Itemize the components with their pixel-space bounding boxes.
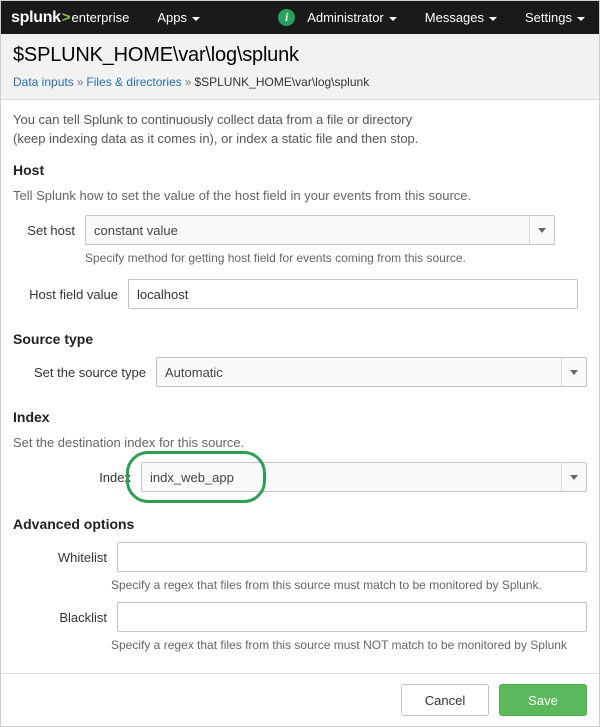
logo-chevron-icon: >: [61, 8, 71, 26]
set-host-hint: Specify method for getting host field for events coming from this source.: [85, 251, 466, 265]
nav-administrator-menu[interactable]: [264, 1, 411, 34]
host-field-value-row: [13, 279, 587, 309]
whitelist-input[interactable]: [117, 542, 587, 572]
nav-apps-label: Apps: [157, 10, 187, 25]
section-title-host: Host: [13, 162, 45, 178]
host-description: Tell Splunk how to set the value of the host field in your events from this source.: [13, 188, 472, 203]
chevron-down-icon: [389, 17, 397, 21]
source-type-value: Automatic: [165, 364, 223, 380]
blacklist-hint: Specify a regex that files from this source must NOT match to be monitored by Splunk: [111, 638, 567, 652]
breadcrumb-separator: »: [184, 75, 192, 89]
cancel-button[interactable]: Cancel: [401, 684, 489, 716]
whitelist-hint: Specify a regex that files from this source must match to be monitored by Splunk.: [111, 578, 542, 592]
top-navigation-bar: [1, 1, 599, 34]
section-title-index: Index: [13, 409, 50, 425]
breadcrumb-link-data-inputs[interactable]: Data inputs: [13, 75, 74, 89]
set-host-row: [13, 215, 587, 245]
index-description: Set the destination index for this source.: [13, 435, 245, 450]
top-nav-right-items: [264, 1, 599, 34]
index-value: indx_web_app: [150, 469, 234, 485]
section-title-source-type: Source type: [13, 331, 94, 347]
splunk-logo[interactable]: [1, 9, 143, 27]
host-field-value-input[interactable]: [128, 279, 578, 309]
section-title-advanced-options: Advanced options: [13, 516, 135, 532]
nav-messages-label: Messages: [424, 10, 485, 25]
intro-text: [13, 110, 587, 148]
host-field-value-text: localhost: [137, 286, 189, 302]
nav-administrator-label: Administrator: [307, 10, 384, 25]
chevron-down-icon: [489, 17, 497, 21]
index-select[interactable]: [141, 462, 587, 492]
whitelist-row: [13, 542, 587, 572]
nav-messages-menu[interactable]: [411, 1, 511, 34]
set-host-select[interactable]: [85, 215, 555, 245]
page-title: $SPLUNK_HOME\var\log\splunk: [13, 44, 299, 66]
chevron-down-icon[interactable]: [529, 216, 554, 244]
source-type-label: Set the source type: [33, 364, 146, 380]
top-nav-items: [143, 1, 214, 34]
index-row: [13, 462, 587, 492]
source-type-select[interactable]: [156, 357, 587, 387]
breadcrumb: [13, 75, 587, 89]
form-footer: [1, 673, 599, 726]
nav-settings-label: Settings: [525, 10, 572, 25]
whitelist-label: Whitelist: [57, 549, 107, 565]
form-content: [1, 100, 599, 673]
logo-text-splunk: splunk: [11, 8, 61, 26]
logo-text-enterprise: enterprise: [71, 9, 130, 25]
chevron-down-icon: [577, 17, 585, 21]
chevron-down-icon: [192, 17, 200, 21]
intro-line-2: (keep indexing data as it comes in), or index a static file and then stop.: [13, 131, 419, 146]
host-field-value-label: Host field value: [29, 286, 118, 302]
set-host-label: Set host: [27, 222, 75, 238]
info-icon: i: [278, 9, 295, 26]
page-header: [1, 34, 599, 100]
blacklist-label: Blacklist: [59, 609, 107, 625]
blacklist-input[interactable]: [117, 602, 587, 632]
nav-settings-menu[interactable]: [511, 1, 599, 34]
index-label: Index: [99, 469, 131, 485]
source-type-row: [13, 357, 587, 387]
intro-line-1: You can tell Splunk to continuously collect data from a file or directory: [13, 112, 413, 127]
nav-apps-menu[interactable]: [143, 1, 214, 34]
breadcrumb-separator: »: [76, 75, 84, 89]
save-button[interactable]: Save: [499, 684, 587, 716]
chevron-down-icon[interactable]: [561, 463, 586, 491]
set-host-value: constant value: [94, 222, 178, 238]
chevron-down-icon[interactable]: [561, 358, 586, 386]
blacklist-row: [13, 602, 587, 632]
breadcrumb-current: $SPLUNK_HOME\var\log\splunk: [194, 75, 370, 89]
breadcrumb-link-files-directories[interactable]: Files & directories: [86, 75, 182, 89]
